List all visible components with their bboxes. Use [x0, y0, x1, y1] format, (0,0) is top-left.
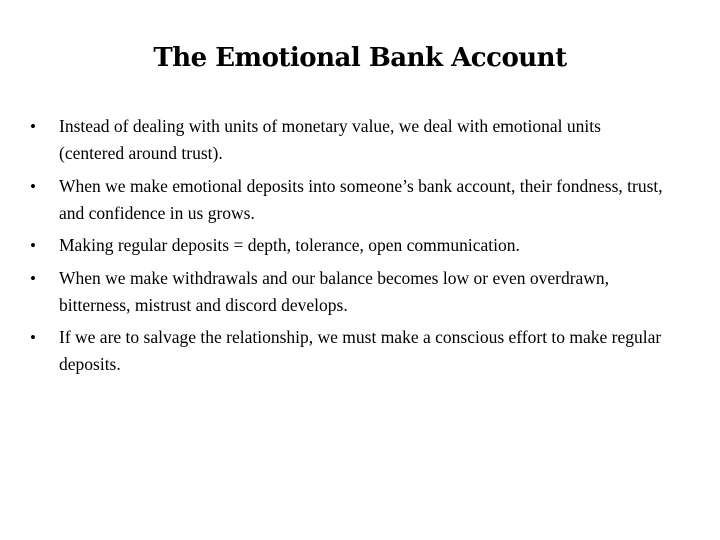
bullet-dot-icon: • — [30, 328, 36, 347]
bullet-item — [30, 232, 670, 259]
bullet-dot-icon: • — [30, 176, 36, 196]
bullet-dot-icon: • — [30, 268, 36, 288]
bullet-text: Instead of dealing with units of monetary value, we deal with emotional units (centered around trust). — [59, 116, 601, 163]
bullet-text: If we are to salvage the relationship, we must make a conscious effort to make regular deposits. — [59, 327, 662, 374]
bullet-dot-icon: • — [30, 117, 36, 136]
bullet-text: Making regular deposits = depth, tolerance, open communication. — [59, 235, 520, 255]
bullet-text: When we make withdrawals and our balance becomes low or even overdrawn, bitterness, mistrust and discord develops. — [59, 267, 610, 315]
bullet-text: When we make emotional deposits into someone’s bank account, their fondness, trust, and confidence in us grows. — [59, 175, 663, 223]
bullet-item — [30, 324, 670, 378]
bullet-item — [30, 113, 670, 167]
bullet-list — [30, 113, 670, 384]
bullet-item — [30, 265, 670, 319]
bullet-item — [30, 173, 670, 227]
bullet-dot-icon: • — [30, 236, 36, 255]
slide-title: The Emotional Bank Account — [153, 43, 567, 73]
